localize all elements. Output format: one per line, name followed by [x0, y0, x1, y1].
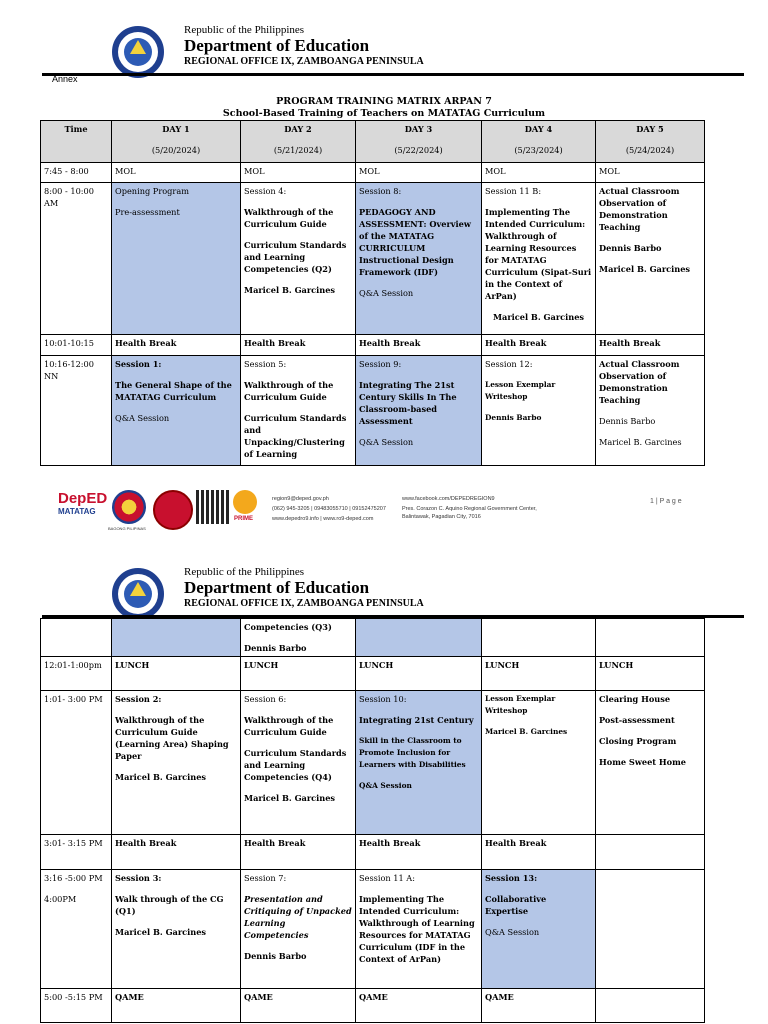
- table-cell: Health Break: [241, 335, 356, 356]
- table-cell: Session 8: PEDAGOGY AND ASSESSMENT: Overview of the MATATAG CURRICULUM Instructional Design Framework (IDF) Q&A Session: [356, 183, 482, 335]
- table-cell: Health Break: [241, 835, 356, 870]
- table-row: [41, 356, 705, 466]
- department-title: Department of Education: [184, 36, 370, 55]
- footer-address-1: Pres. Corazon C. Aquino Regional Government Center,: [402, 506, 537, 512]
- table-cell: LUNCH: [241, 657, 356, 691]
- table-row: [41, 691, 705, 835]
- table-cell: [596, 619, 705, 657]
- table-cell: Session 1: The General Shape of the MATATAG Curriculum Q&A Session: [112, 356, 241, 466]
- table-cell: Health Break: [482, 335, 596, 356]
- table-cell: MOL: [482, 163, 596, 183]
- header-row: [41, 121, 705, 163]
- republic-text: Republic of the Philippines: [184, 566, 305, 578]
- time-cell: 8:00 - 10:00 AM: [41, 183, 112, 335]
- republic-text: Republic of the Philippines: [184, 24, 305, 36]
- department-title: Department of Education: [184, 578, 370, 597]
- day4-header: DAY 4 (5/23/2024): [482, 121, 596, 163]
- day3-header: DAY 3 (5/22/2024): [356, 121, 482, 163]
- table-cell: Clearing House Post-assessment Closing Program Home Sweet Home: [596, 691, 705, 835]
- table-cell: Health Break: [596, 335, 705, 356]
- table-cell: [596, 870, 705, 989]
- day1-header: DAY 1 (5/20/2024): [112, 121, 241, 163]
- table-cell: Opening Program Pre-assessment: [112, 183, 241, 335]
- qr-code-icon: [196, 490, 230, 524]
- table-row: [41, 835, 705, 870]
- footer-address-2: Balintawak, Pagadian City, 7016: [402, 514, 481, 520]
- table-cell: [596, 989, 705, 1023]
- table-cell: Session 12: Lesson Exemplar Writeshop Dennis Barbo: [482, 356, 596, 466]
- table-cell: [112, 619, 241, 657]
- table-cell: Session 11 B: Implementing The Intended Curriculum: Walkthrough of Learning Resources for MATATAG Curriculum (Sipat-Suri in the Context of ArPan) Maricel B. Garcines: [482, 183, 596, 335]
- table-cell: MOL: [112, 163, 241, 183]
- footer-1: [0, 484, 768, 534]
- time-cell: 3:16 -5:00 PM 4:00PM: [41, 870, 112, 989]
- table-cell: Session 9: Integrating The 21st Century Skills In The Classroom-based Assessment Q&A Session: [356, 356, 482, 466]
- letterhead-1: [0, 22, 768, 92]
- annex-label: Annex: [52, 74, 78, 84]
- bagong-pilipinas-logo: [112, 490, 146, 524]
- deped-matatag-logo: DepED MATATAG: [58, 490, 108, 516]
- table-row: [41, 870, 705, 989]
- table-row: [41, 989, 705, 1023]
- footer-web: www.depedro9.info | www.ro9-deped.com: [272, 516, 374, 522]
- table-cell: Actual Classroom Observation of Demonstration Teaching Dennis Barbo Maricel B. Garcines: [596, 183, 705, 335]
- footer-facebook: www.facebook.com/DEPEDREGION9: [402, 496, 495, 502]
- table-cell: Session 5: Walkthrough of the Curriculum Guide Curriculum Standards and Unpacking/Clustering of Learning: [241, 356, 356, 466]
- day2-header: DAY 2 (5/21/2024): [241, 121, 356, 163]
- deped-seal-icon: [112, 26, 164, 78]
- table-cell: LUNCH: [112, 657, 241, 691]
- table-row: [41, 657, 705, 691]
- prime-logo: [233, 490, 257, 514]
- table-cell: LUNCH: [356, 657, 482, 691]
- table-row: [41, 619, 705, 657]
- training-matrix-table-2: [40, 618, 705, 1023]
- time-cell: [41, 619, 112, 657]
- time-cell: 10:16-12:00 NN: [41, 356, 112, 466]
- table-cell: Actual Classroom Observation of Demonstration Teaching Dennis Barbo Maricel B. Garcines: [596, 356, 705, 466]
- table-cell: Session 3: Walk through of the CG (Q1) Maricel B. Garcines: [112, 870, 241, 989]
- time-cell: 1:01- 3:00 PM: [41, 691, 112, 835]
- prime-text: PRIME: [234, 516, 254, 522]
- day5-header: DAY 5 (5/24/2024): [596, 121, 705, 163]
- bagong-pilipinas-text: BAGONG PILIPINAS: [108, 526, 146, 531]
- region-seal-icon: [153, 490, 193, 530]
- table-cell: [356, 619, 482, 657]
- table-cell: QAME: [356, 989, 482, 1023]
- training-matrix-table-1: [40, 120, 705, 466]
- table-cell: MOL: [356, 163, 482, 183]
- table-cell: Health Break: [112, 335, 241, 356]
- table-cell: QAME: [112, 989, 241, 1023]
- table-cell: Session 11 A: Implementing The Intended Curriculum: Walkthrough of Learning Resources for MATATAG Curriculum (IDF in the Context of ArPan): [356, 870, 482, 989]
- table-row: [41, 183, 705, 335]
- doc-title: PROGRAM TRAINING MATRIX ARPAN 7: [276, 96, 492, 107]
- table-cell: Session 7: Presentation and Critiquing of Unpacked Learning Competencies Dennis Barbo: [241, 870, 356, 989]
- table-cell: [596, 835, 705, 870]
- table-cell: LUNCH: [596, 657, 705, 691]
- table-cell: Session 10: Integrating 21st Century Skill in the Classroom to Promote Inclusion for Learners with Disabilities Q&A Session: [356, 691, 482, 835]
- table-cell: Session 13: Collaborative Expertise Q&A Session: [482, 870, 596, 989]
- region-text: REGIONAL OFFICE IX, ZAMBOANGA PENINSULA: [184, 598, 424, 609]
- header-divider: [42, 73, 744, 76]
- table-cell: Session 2: Walkthrough of the Curriculum Guide (Learning Area) Shaping Paper Maricel B. Garcines: [112, 691, 241, 835]
- table-cell: Health Break: [112, 835, 241, 870]
- table-row: [41, 163, 705, 183]
- table-cell: QAME: [241, 989, 356, 1023]
- time-cell: 3:01- 3:15 PM: [41, 835, 112, 870]
- table-cell: LUNCH: [482, 657, 596, 691]
- region-text: REGIONAL OFFICE IX, ZAMBOANGA PENINSULA: [184, 56, 424, 67]
- time-header: Time: [41, 121, 112, 163]
- footer-phone: (062) 945-3205 | 09483055710 | 09152475207: [272, 506, 386, 512]
- table-cell: Session 6: Walkthrough of the Curriculum Guide Curriculum Standards and Learning Competencies (Q4) Maricel B. Garcines: [241, 691, 356, 835]
- footer-email: region9@deped.gov.ph: [272, 496, 329, 502]
- time-cell: 12:01-1:00pm: [41, 657, 112, 691]
- doc-subtitle: School-Based Training of Teachers on MATATAG Curriculum: [222, 108, 546, 119]
- time-cell: 7:45 - 8:00: [41, 163, 112, 183]
- table-cell: Health Break: [482, 835, 596, 870]
- table-cell: [482, 619, 596, 657]
- table-cell: Session 4: Walkthrough of the Curriculum Guide Curriculum Standards and Learning Competencies (Q2) Maricel B. Garcines: [241, 183, 356, 335]
- table-cell: Health Break: [356, 835, 482, 870]
- page-number: 1 | P a g e: [650, 498, 682, 505]
- table-cell: Lesson Exemplar Writeshop Maricel B. Garcines: [482, 691, 596, 835]
- table-cell: QAME: [482, 989, 596, 1023]
- table-row: [41, 335, 705, 356]
- time-cell: 10:01-10:15: [41, 335, 112, 356]
- table-cell: MOL: [596, 163, 705, 183]
- table-cell: Competencies (Q3) Dennis Barbo: [241, 619, 356, 657]
- time-cell: 5:00 -5:15 PM: [41, 989, 112, 1023]
- deped-seal-icon: [112, 568, 164, 620]
- table-cell: Health Break: [356, 335, 482, 356]
- table-cell: MOL: [241, 163, 356, 183]
